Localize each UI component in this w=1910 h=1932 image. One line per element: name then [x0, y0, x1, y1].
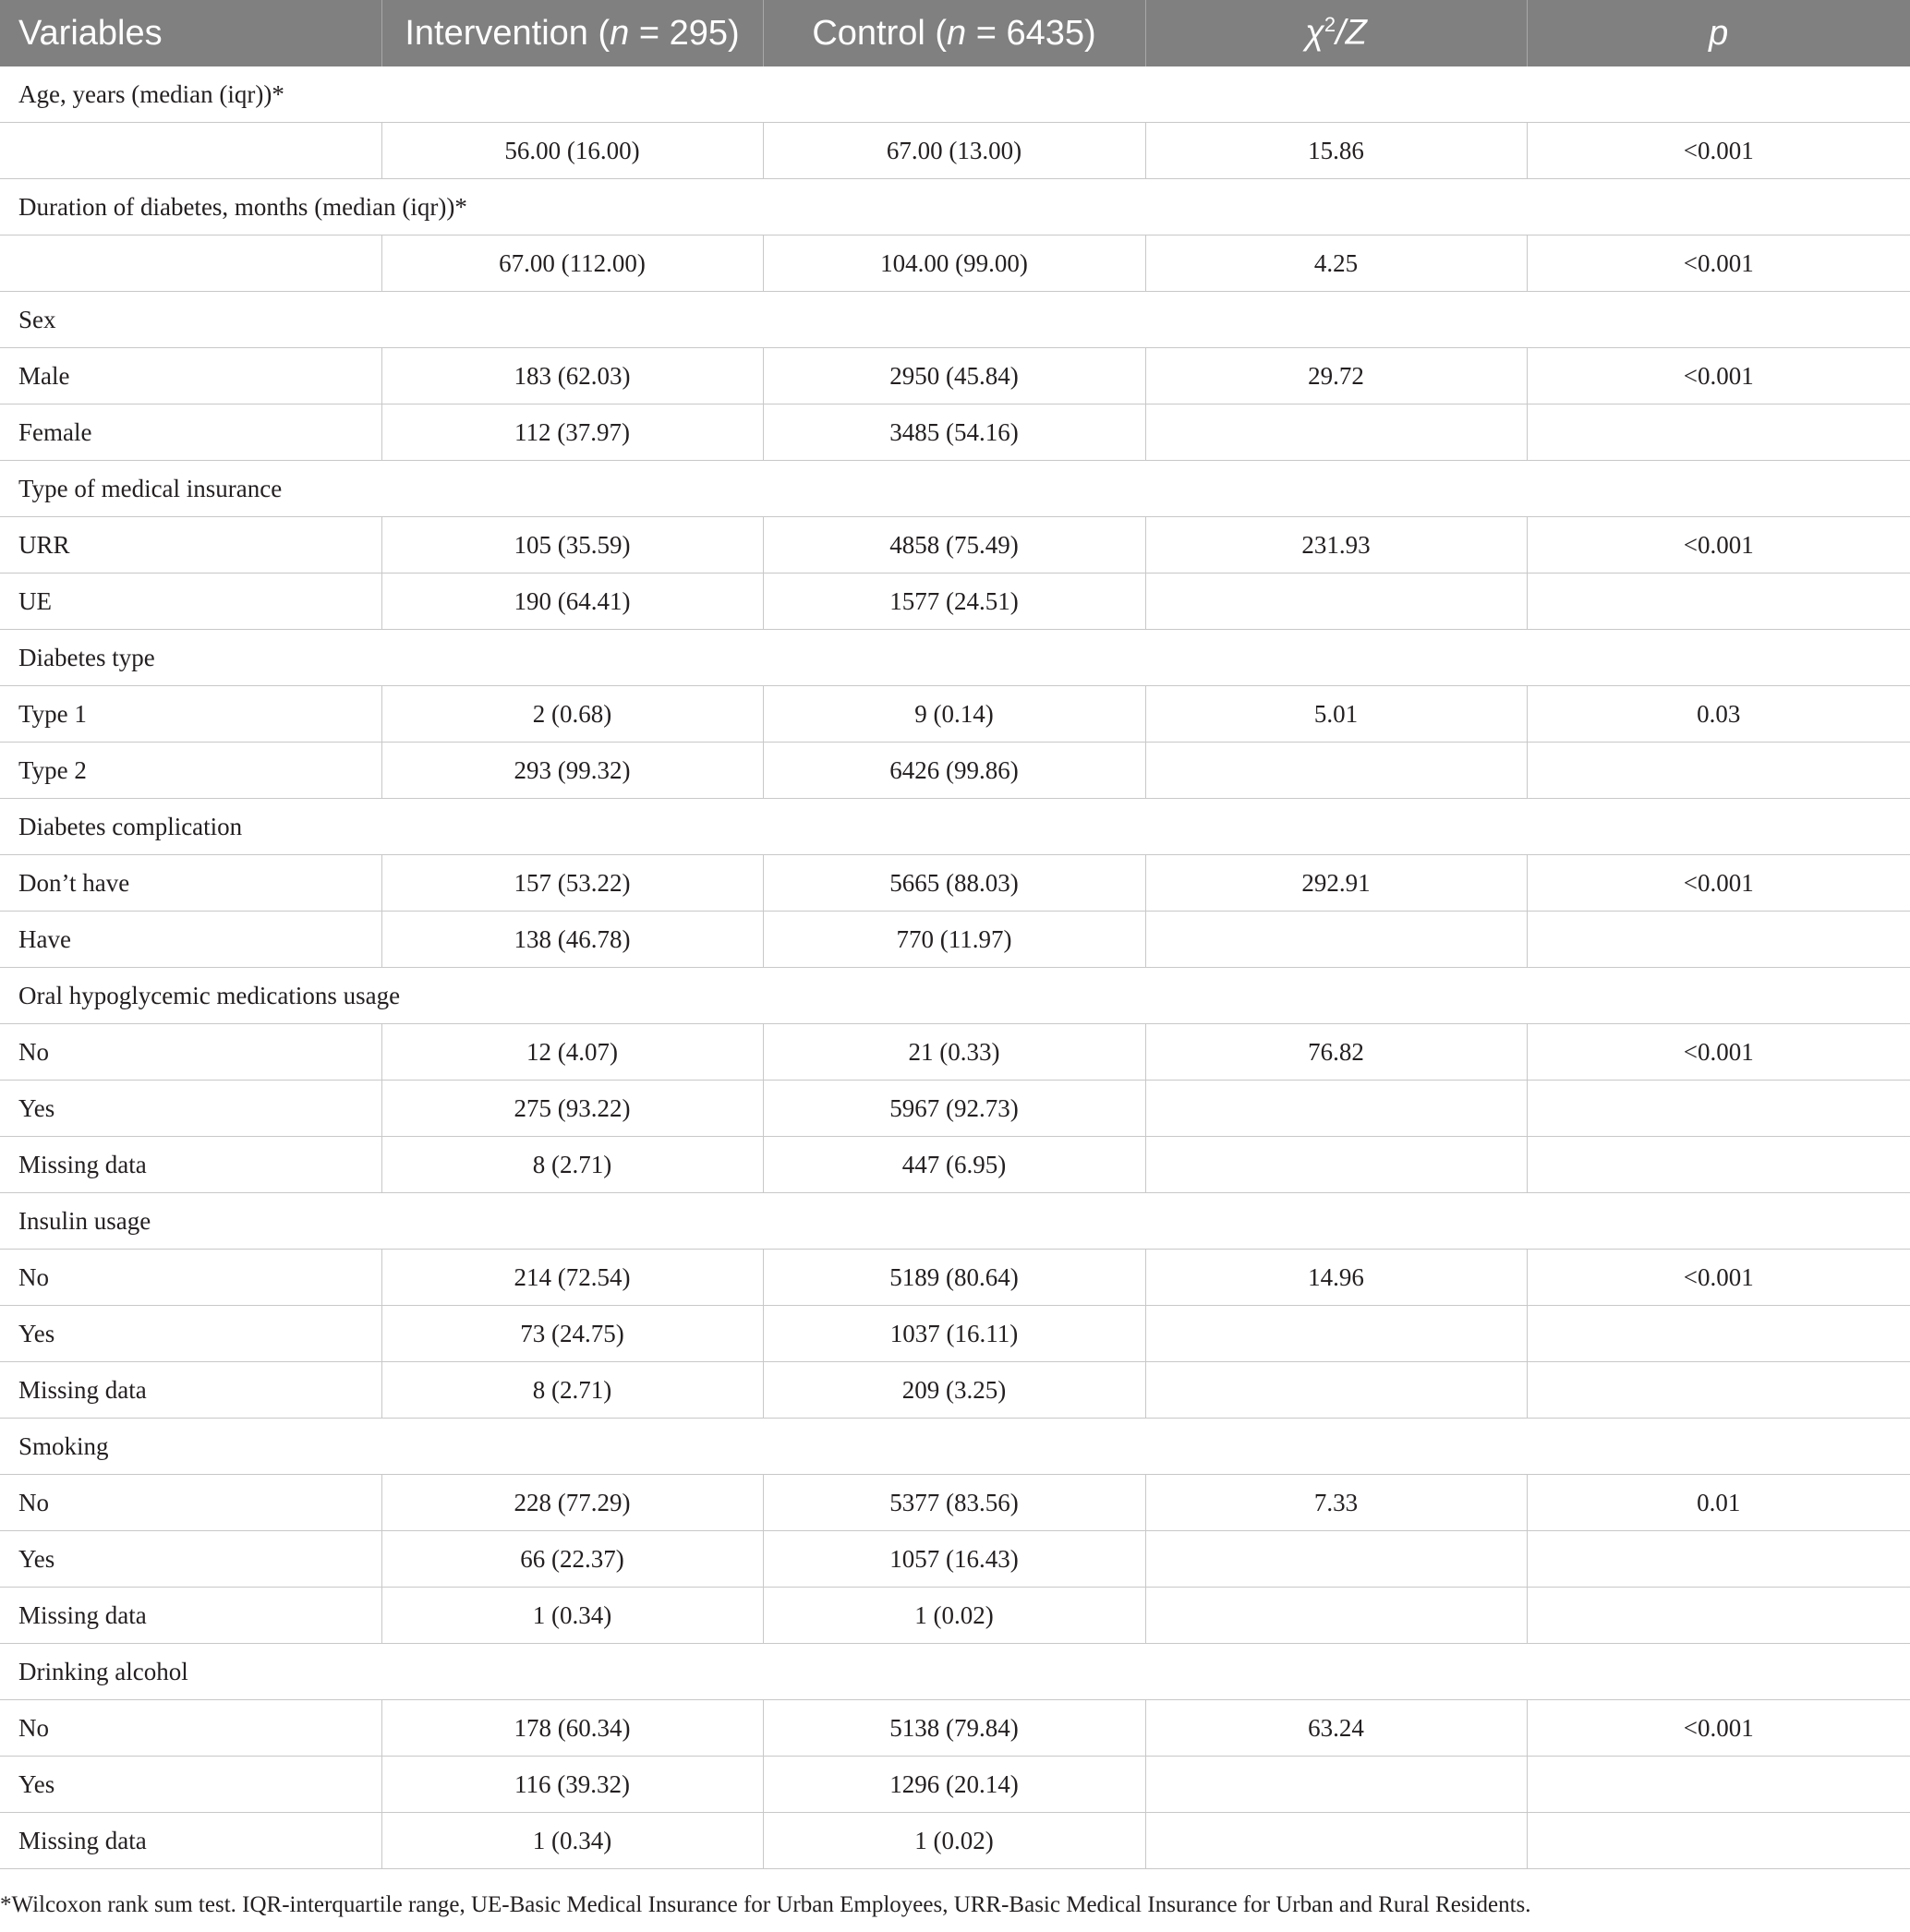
control-cell: 1037 (16.11) — [763, 1306, 1145, 1362]
table-footnote: *Wilcoxon rank sum test. IQR-interquartile range, UE-Basic Medical Insurance for Urban Employees, URR-Basic Medical Insurance for Urban and Rural Residents. — [0, 1892, 1531, 1917]
control-cell: 5138 (79.84) — [763, 1700, 1145, 1757]
p-value-cell — [1527, 1362, 1910, 1419]
control-cell: 2950 (45.84) — [763, 348, 1145, 405]
group-header-row — [0, 799, 1910, 855]
statistic-cell: 231.93 — [1145, 517, 1527, 574]
header-intervention: Intervention (n = 295) — [381, 0, 763, 66]
statistic-cell — [1145, 1588, 1527, 1644]
control-cell: 209 (3.25) — [763, 1362, 1145, 1419]
table-row — [0, 1700, 1910, 1757]
table-row — [0, 1306, 1910, 1362]
p-value-cell: <0.001 — [1527, 123, 1910, 179]
p-value-cell: <0.001 — [1527, 235, 1910, 292]
variable-cell — [0, 123, 381, 179]
variable-cell: Yes — [0, 1306, 381, 1362]
table-row — [0, 1250, 1910, 1306]
group-label: Type of medical insurance — [0, 461, 1910, 517]
table-row — [0, 743, 1910, 799]
variable-cell: Missing data — [0, 1813, 381, 1869]
p-value-cell: 0.03 — [1527, 686, 1910, 743]
intervention-cell: 116 (39.32) — [381, 1757, 763, 1813]
statistic-cell: 63.24 — [1145, 1700, 1527, 1757]
table-row — [0, 235, 1910, 292]
p-value-cell — [1527, 1531, 1910, 1588]
statistic-cell — [1145, 1137, 1527, 1193]
table-row — [0, 1362, 1910, 1419]
table-row — [0, 1813, 1910, 1869]
group-label: Diabetes type — [0, 630, 1910, 686]
intervention-cell: 8 (2.71) — [381, 1362, 763, 1419]
intervention-cell: 178 (60.34) — [381, 1700, 763, 1757]
statistic-cell — [1145, 1306, 1527, 1362]
table-row — [0, 1024, 1910, 1081]
statistic-cell: 292.91 — [1145, 855, 1527, 912]
statistic-cell — [1145, 574, 1527, 630]
variable-cell: Yes — [0, 1081, 381, 1137]
intervention-cell: 56.00 (16.00) — [381, 123, 763, 179]
group-label: Sex — [0, 292, 1910, 348]
variable-cell: Missing data — [0, 1588, 381, 1644]
intervention-cell: 67.00 (112.00) — [381, 235, 763, 292]
variable-cell: Have — [0, 912, 381, 968]
p-value-cell — [1527, 574, 1910, 630]
p-value-cell: <0.001 — [1527, 1250, 1910, 1306]
group-label: Smoking — [0, 1419, 1910, 1475]
p-value-cell — [1527, 1306, 1910, 1362]
intervention-cell: 1 (0.34) — [381, 1813, 763, 1869]
statistic-cell: 15.86 — [1145, 123, 1527, 179]
table-header — [0, 0, 1910, 66]
control-cell: 5189 (80.64) — [763, 1250, 1145, 1306]
control-cell: 67.00 (13.00) — [763, 123, 1145, 179]
table-row — [0, 912, 1910, 968]
control-cell: 1296 (20.14) — [763, 1757, 1145, 1813]
intervention-cell: 214 (72.54) — [381, 1250, 763, 1306]
variable-cell: Don’t have — [0, 855, 381, 912]
group-header-row — [0, 179, 1910, 235]
group-header-row — [0, 292, 1910, 348]
control-cell: 21 (0.33) — [763, 1024, 1145, 1081]
header-p-value: p — [1527, 0, 1910, 66]
variable-cell: No — [0, 1250, 381, 1306]
group-label: Diabetes complication — [0, 799, 1910, 855]
group-header-row — [0, 66, 1910, 123]
table-row — [0, 123, 1910, 179]
variable-cell: Type 2 — [0, 743, 381, 799]
control-cell: 447 (6.95) — [763, 1137, 1145, 1193]
variable-cell: Yes — [0, 1757, 381, 1813]
p-value-cell — [1527, 1757, 1910, 1813]
statistic-cell: 76.82 — [1145, 1024, 1527, 1081]
control-cell: 5377 (83.56) — [763, 1475, 1145, 1531]
variable-cell: Yes — [0, 1531, 381, 1588]
p-value-cell — [1527, 743, 1910, 799]
intervention-cell: 157 (53.22) — [381, 855, 763, 912]
variable-cell: No — [0, 1024, 381, 1081]
variable-cell: Female — [0, 405, 381, 461]
control-cell: 9 (0.14) — [763, 686, 1145, 743]
p-value-cell — [1527, 1137, 1910, 1193]
p-value-cell: <0.001 — [1527, 517, 1910, 574]
statistic-cell — [1145, 1531, 1527, 1588]
header-row — [0, 0, 1910, 66]
intervention-cell: 2 (0.68) — [381, 686, 763, 743]
intervention-cell: 12 (4.07) — [381, 1024, 763, 1081]
control-cell: 6426 (99.86) — [763, 743, 1145, 799]
table-row — [0, 1588, 1910, 1644]
p-value-cell — [1527, 912, 1910, 968]
group-header-row — [0, 1193, 1910, 1250]
intervention-cell: 228 (77.29) — [381, 1475, 763, 1531]
statistic-cell — [1145, 1813, 1527, 1869]
control-cell: 104.00 (99.00) — [763, 235, 1145, 292]
table-row — [0, 1475, 1910, 1531]
header-variables: Variables — [0, 0, 381, 66]
group-header-row — [0, 461, 1910, 517]
statistic-cell: 7.33 — [1145, 1475, 1527, 1531]
p-value-cell — [1527, 1081, 1910, 1137]
group-label: Drinking alcohol — [0, 1644, 1910, 1700]
control-cell: 5967 (92.73) — [763, 1081, 1145, 1137]
intervention-cell: 8 (2.71) — [381, 1137, 763, 1193]
intervention-cell: 275 (93.22) — [381, 1081, 763, 1137]
header-control: Control (n = 6435) — [763, 0, 1145, 66]
variable-cell: Male — [0, 348, 381, 405]
table-row — [0, 574, 1910, 630]
control-cell: 1057 (16.43) — [763, 1531, 1145, 1588]
p-value-cell: <0.001 — [1527, 855, 1910, 912]
table-body — [0, 66, 1910, 1869]
table-row — [0, 1757, 1910, 1813]
group-header-row — [0, 968, 1910, 1024]
header-statistic: $\chi^2/Z$ — [1145, 0, 1527, 66]
table-row — [0, 1081, 1910, 1137]
group-header-row — [0, 1419, 1910, 1475]
intervention-cell: 293 (99.32) — [381, 743, 763, 799]
p-value-cell: <0.001 — [1527, 1024, 1910, 1081]
table-row — [0, 1137, 1910, 1193]
control-cell: 4858 (75.49) — [763, 517, 1145, 574]
statistic-cell — [1145, 912, 1527, 968]
statistic-cell: 29.72 — [1145, 348, 1527, 405]
variable-cell: Missing data — [0, 1137, 381, 1193]
group-label: Age, years (median (iqr))* — [0, 66, 1910, 123]
control-cell: 1 (0.02) — [763, 1813, 1145, 1869]
p-value-cell: <0.001 — [1527, 1700, 1910, 1757]
intervention-cell: 190 (64.41) — [381, 574, 763, 630]
intervention-cell: 73 (24.75) — [381, 1306, 763, 1362]
group-label: Insulin usage — [0, 1193, 1910, 1250]
variable-cell: URR — [0, 517, 381, 574]
group-header-row — [0, 1644, 1910, 1700]
statistic-cell: 5.01 — [1145, 686, 1527, 743]
table-row — [0, 855, 1910, 912]
variable-cell: Type 1 — [0, 686, 381, 743]
group-label: Oral hypoglycemic medications usage — [0, 968, 1910, 1024]
variable-cell: No — [0, 1700, 381, 1757]
variable-cell: No — [0, 1475, 381, 1531]
p-value-cell: <0.001 — [1527, 348, 1910, 405]
intervention-cell: 138 (46.78) — [381, 912, 763, 968]
p-value-cell — [1527, 405, 1910, 461]
variable-cell: UE — [0, 574, 381, 630]
group-header-row — [0, 630, 1910, 686]
table-row — [0, 517, 1910, 574]
statistic-cell — [1145, 1757, 1527, 1813]
table-row — [0, 1531, 1910, 1588]
statistic-cell — [1145, 1081, 1527, 1137]
intervention-cell: 183 (62.03) — [381, 348, 763, 405]
intervention-cell: 66 (22.37) — [381, 1531, 763, 1588]
statistic-cell: 14.96 — [1145, 1250, 1527, 1306]
table-row — [0, 405, 1910, 461]
table-row — [0, 348, 1910, 405]
group-label: Duration of diabetes, months (median (iqr))* — [0, 179, 1910, 235]
intervention-cell: 105 (35.59) — [381, 517, 763, 574]
variable-cell: Missing data — [0, 1362, 381, 1419]
statistic-cell — [1145, 405, 1527, 461]
p-value-cell — [1527, 1588, 1910, 1644]
p-value-cell — [1527, 1813, 1910, 1869]
intervention-cell: 1 (0.34) — [381, 1588, 763, 1644]
variable-cell — [0, 235, 381, 292]
control-cell: 1577 (24.51) — [763, 574, 1145, 630]
control-cell: 5665 (88.03) — [763, 855, 1145, 912]
control-cell: 770 (11.97) — [763, 912, 1145, 968]
table-row — [0, 686, 1910, 743]
control-cell: 3485 (54.16) — [763, 405, 1145, 461]
statistic-cell — [1145, 1362, 1527, 1419]
statistic-cell: 4.25 — [1145, 235, 1527, 292]
statistic-cell — [1145, 743, 1527, 799]
intervention-cell: 112 (37.97) — [381, 405, 763, 461]
control-cell: 1 (0.02) — [763, 1588, 1145, 1644]
p-value-cell: 0.01 — [1527, 1475, 1910, 1531]
